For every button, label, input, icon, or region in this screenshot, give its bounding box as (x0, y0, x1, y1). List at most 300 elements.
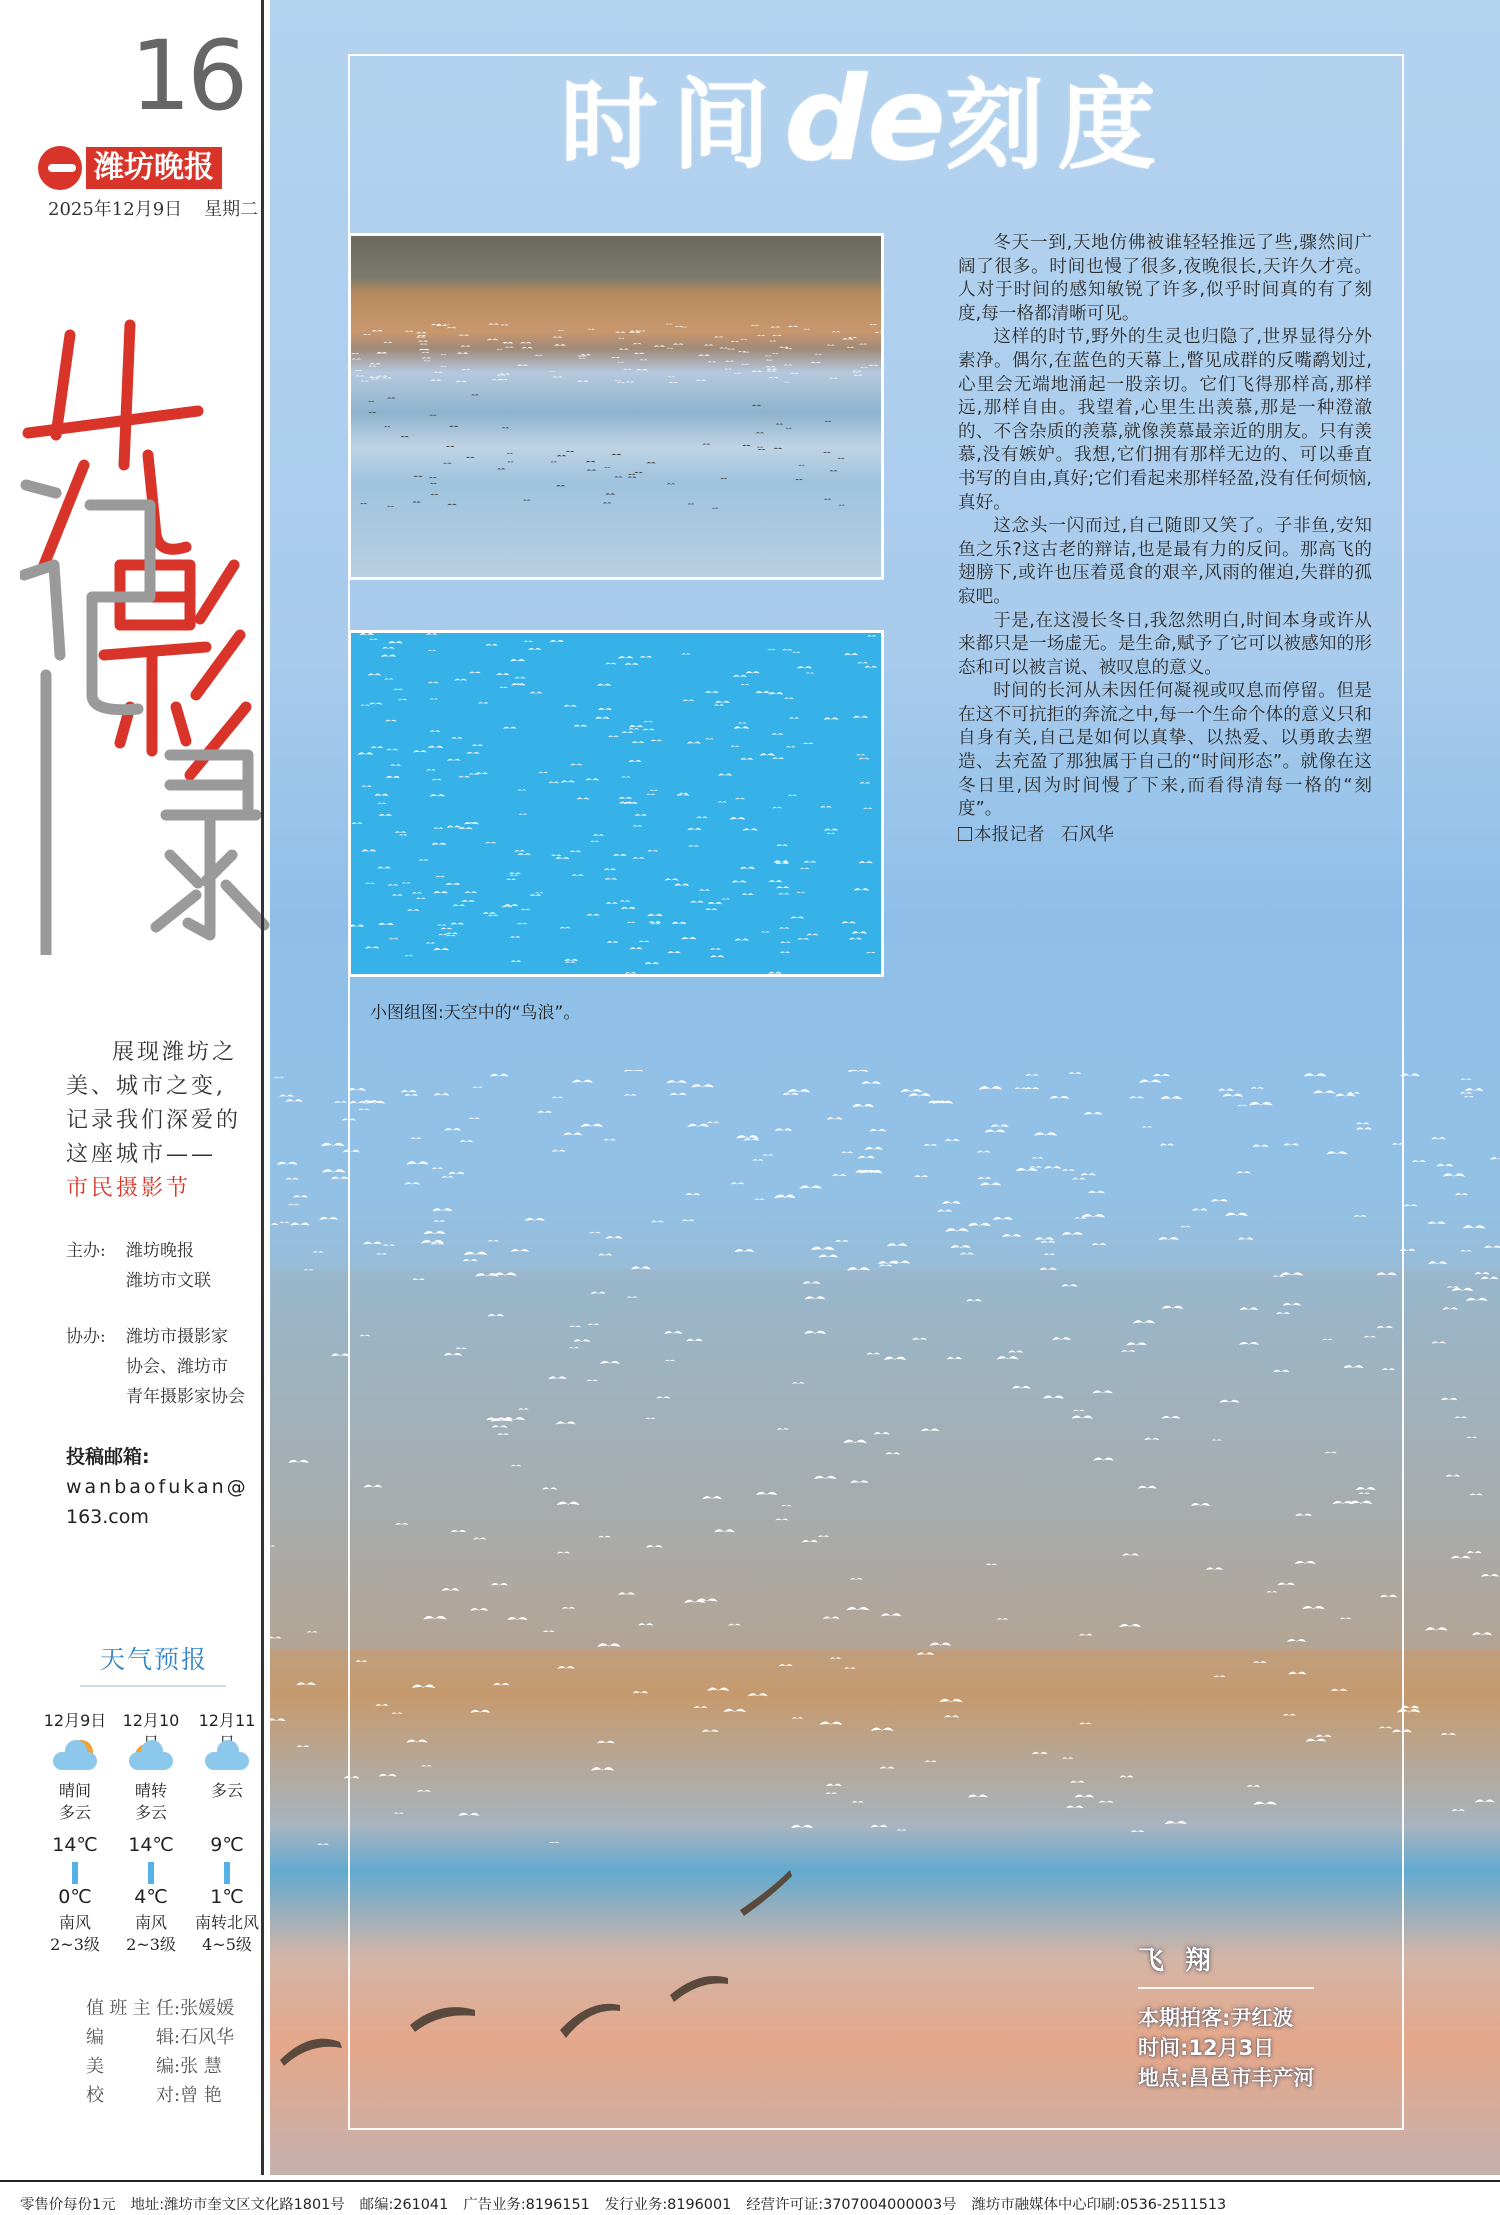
bird-mark (758, 449, 766, 450)
bird-mark (756, 691, 770, 693)
bird-mark (497, 468, 505, 469)
bird-mark (710, 955, 724, 957)
bird-mark (388, 641, 402, 643)
bird-mark (446, 933, 458, 935)
bird-mark (669, 382, 678, 383)
bird-mark (496, 375, 505, 376)
bird-mark (383, 342, 392, 343)
brand-ji-lu-glyphs (24, 485, 264, 955)
bird-mark (605, 878, 617, 880)
bird-mark (395, 831, 407, 833)
bird-mark (643, 729, 655, 731)
bird-mark (866, 952, 875, 953)
intro-line: 这座城市—— (66, 1142, 217, 1167)
bird-mark (371, 378, 379, 379)
bird-mark (521, 347, 532, 349)
bird-mark (639, 941, 649, 943)
bird-mark (486, 644, 498, 646)
submission-info (66, 1442, 249, 1532)
intro-line: 展现潍坊之 (112, 1040, 238, 1065)
bird-mark (869, 365, 879, 366)
bird-mark (702, 443, 710, 444)
bird-mark (681, 937, 696, 939)
bird-mark (507, 461, 513, 462)
bird-mark (784, 382, 790, 383)
bird-mark (775, 862, 788, 864)
bird-mark (698, 354, 710, 356)
bird-mark (620, 900, 630, 902)
page-number: 16 (130, 20, 245, 132)
intro-line: 记录我们深爱的 (66, 1108, 242, 1133)
bird-mark (561, 780, 575, 782)
weather-cond: 多云 (134, 1803, 167, 1822)
bird-mark (550, 640, 564, 642)
bird-mark (715, 701, 730, 703)
bird-mark (279, 1095, 294, 1097)
bird-mark (863, 808, 872, 809)
bird-mark (466, 457, 474, 458)
bird-mark (392, 894, 402, 896)
bird-mark (647, 914, 662, 916)
bird-mark (796, 892, 805, 893)
bird-mark (614, 476, 622, 477)
bird-mark (733, 675, 747, 677)
weather-wind-level: 2~3级 (126, 1935, 176, 1954)
column-divider (261, 0, 264, 2175)
bird-mark (454, 679, 467, 681)
footer-item: 零售价每份1元 (20, 2197, 116, 2213)
bird-mark (622, 731, 634, 733)
bird-mark (597, 684, 611, 686)
weather-date: 12月9日 (43, 1711, 107, 1730)
bird-mark (1403, 1204, 1417, 1206)
bird-mark (797, 666, 812, 668)
bird-mark (705, 691, 719, 693)
bird-mark (646, 462, 655, 463)
bird-mark (428, 650, 437, 651)
bird-mark (852, 372, 858, 373)
bird-mark (274, 1077, 284, 1079)
bird-mark (519, 814, 527, 815)
bird-mark (623, 369, 632, 370)
bird-mark (792, 652, 800, 653)
staff-name: 曾 艳 (180, 2085, 222, 2106)
bird-mark (765, 355, 772, 356)
bird-mark (478, 702, 488, 704)
bird-mark (784, 698, 794, 699)
bird-mark (625, 663, 639, 665)
bird-mark (760, 753, 775, 755)
bird-mark (621, 776, 630, 777)
photo-wetland-birds (348, 233, 884, 580)
photo1-birds (351, 236, 881, 577)
bird-mark (365, 947, 379, 949)
bird-mark (612, 454, 622, 455)
bird-mark (317, 1843, 329, 1845)
weather-date: 12月11 (198, 1711, 256, 1730)
bird-mark (447, 759, 461, 761)
bird-mark (650, 790, 658, 791)
bird-mark (447, 327, 457, 328)
bird-mark (757, 335, 765, 336)
bird-mark (419, 859, 429, 860)
footer-item: 潍坊市融媒体中心印刷:0536-2511513 (971, 2197, 1227, 2213)
weather-low: 1℃ (210, 1886, 244, 1908)
bird-mark (673, 343, 684, 345)
bird-mark (501, 906, 512, 908)
bird-mark (469, 672, 480, 674)
bird-mark (696, 379, 707, 381)
bird-mark (457, 352, 468, 354)
bird-mark (605, 493, 615, 494)
bird-mark (363, 334, 371, 335)
footer-item: 邮编:261041 (359, 2197, 449, 2213)
co-organizers (66, 1322, 262, 1412)
bird-mark (430, 698, 438, 699)
bird-mark (1465, 1088, 1484, 1091)
bird-mark (483, 912, 496, 914)
section-intro (66, 1036, 256, 1206)
bird-mark (738, 722, 746, 723)
bird-mark (772, 335, 782, 336)
bird-mark (740, 758, 753, 760)
bird-mark (767, 649, 775, 650)
bird-mark (444, 324, 450, 325)
article-paragraph: 这念头一闪而过,自己随即又笑了。子非鱼,安知鱼之乐?这古老的辩诘,也是最有力的反问。那高飞的翅膀下,或许也压着觅食的艰辛,风雨的催迫,失群的孤寂吧。 (958, 516, 1372, 607)
bird-mark (638, 330, 645, 331)
feature-photo-area (270, 0, 1500, 2175)
bird-mark (756, 432, 764, 433)
intro-highlight: 市民摄影节 (66, 1176, 192, 1201)
bird-mark (355, 370, 362, 371)
bird-mark (769, 692, 784, 694)
bird-mark (371, 746, 384, 748)
footer-item: 发行业务:8196001 (604, 2197, 732, 2213)
bird-mark (761, 931, 770, 932)
sun-cloud-icon (125, 1738, 177, 1778)
bird-mark (331, 1177, 348, 1180)
bird-mark (447, 826, 461, 828)
bird-mark (355, 375, 364, 376)
bird-mark (413, 750, 426, 752)
cloud-icon (201, 1738, 253, 1778)
bird-mark (550, 461, 556, 462)
title-de: de (784, 52, 946, 187)
bird-mark (382, 377, 392, 378)
bird-mark (776, 844, 787, 846)
bird-mark (690, 901, 704, 903)
bird-mark (426, 769, 435, 770)
bird-mark (535, 355, 543, 356)
bird-mark (676, 794, 689, 796)
bird-mark (556, 857, 570, 859)
weather-cond: 多云 (210, 1781, 243, 1800)
bird-mark (708, 902, 722, 904)
bird-mark (839, 505, 845, 506)
staff-row: 值班主任:张媛媛 (86, 1994, 234, 2023)
bird-mark (640, 359, 648, 360)
bird-mark (420, 343, 428, 344)
bird-mark (829, 377, 838, 378)
bird-mark (859, 758, 870, 760)
bird-mark (720, 347, 728, 348)
bird-mark (432, 779, 442, 781)
bird-mark (321, 1143, 345, 1147)
bird-mark (570, 764, 582, 766)
bird-mark (528, 648, 541, 650)
host-line: 潍坊晚报 (126, 1241, 194, 1261)
bird-mark (360, 503, 367, 504)
bird-mark (405, 330, 414, 331)
bird-mark (277, 1162, 298, 1165)
bird-mark (795, 479, 802, 480)
issue-date (48, 195, 258, 221)
host-label: 主办: (66, 1241, 106, 1261)
bird-mark (646, 794, 655, 795)
newspaper-logo (38, 146, 222, 190)
bird-mark (635, 814, 647, 816)
bird-mark (606, 902, 618, 904)
bird-mark (605, 663, 616, 665)
bird-mark (1475, 1800, 1495, 1803)
bird-mark (832, 331, 840, 332)
bird-mark (361, 849, 376, 851)
bird-mark (413, 476, 423, 477)
bird-mark (731, 341, 739, 342)
bird-mark (530, 692, 543, 694)
bird-mark (426, 942, 435, 943)
bird-mark (398, 699, 407, 700)
bird-mark (1443, 1173, 1466, 1176)
bird-mark (488, 915, 498, 917)
bird-mark (1412, 1160, 1426, 1162)
bird-mark (510, 659, 525, 661)
bird-mark (681, 653, 690, 654)
bird-mark (604, 868, 616, 870)
bird-mark (803, 329, 810, 330)
bird-mark (434, 827, 444, 828)
bird-mark (566, 451, 574, 452)
bird-mark (751, 371, 762, 373)
bird-mark (374, 794, 388, 796)
footer-item: 地址:潍坊市奎文区文化路1801号 (130, 2197, 345, 2213)
bird-mark (440, 354, 446, 355)
bird-mark (580, 354, 591, 356)
weather-date: 12月10 (122, 1711, 180, 1730)
bird-mark (617, 362, 624, 363)
bird-mark (313, 1251, 324, 1253)
bird-mark (389, 938, 398, 939)
feature-article (958, 232, 1372, 847)
weather-wind: 南风 (134, 1913, 167, 1932)
co-line: 青年摄影家协会 (126, 1387, 245, 1407)
bird-mark (1428, 1222, 1446, 1225)
bird-mark (778, 893, 789, 895)
bird-mark (797, 938, 808, 940)
bird-mark (553, 336, 562, 337)
bird-mark (368, 401, 374, 402)
temp-range-bar (72, 1862, 78, 1884)
co-line: 协会、潍坊市 (126, 1357, 228, 1377)
weather-wind-level: 2~3级 (50, 1935, 100, 1954)
bird-mark (352, 822, 363, 824)
bird-mark (362, 786, 372, 788)
bird-mark (402, 882, 411, 883)
bird-mark (548, 782, 559, 784)
bird-mark (722, 898, 730, 899)
bird-mark (570, 850, 582, 852)
bird-mark (732, 881, 747, 883)
bird-mark (632, 857, 644, 859)
bird-mark (619, 797, 632, 799)
bird-mark (644, 721, 653, 722)
bird-mark (393, 689, 402, 690)
bird-mark (619, 348, 629, 349)
bird-mark (782, 649, 792, 651)
bird-mark (800, 868, 809, 869)
bird-mark (718, 801, 727, 802)
staff-role: 编辑 (86, 2027, 174, 2048)
weather-wind: 南风 (58, 1913, 91, 1932)
bird-mark (499, 373, 510, 375)
bird-mark (502, 427, 509, 428)
bird-mark (456, 381, 467, 383)
bird-mark (279, 1222, 289, 1224)
bird-mark (615, 380, 622, 381)
bird-mark (577, 380, 589, 382)
bird-mark (688, 845, 698, 847)
bird-mark (535, 892, 543, 893)
host-line: 潍坊市文联 (126, 1271, 211, 1291)
bird-mark (687, 828, 701, 830)
bird-mark (772, 757, 784, 759)
bird-mark (378, 375, 388, 376)
bird-mark (270, 1223, 278, 1225)
bird-mark (859, 861, 873, 863)
staff-row: 美编:张 慧 (86, 2052, 234, 2081)
bird-mark (628, 474, 635, 475)
bird-mark (433, 948, 449, 950)
bird-mark (772, 353, 778, 354)
bird-mark (811, 362, 821, 364)
bird-mark (360, 380, 368, 381)
bird-mark (467, 752, 480, 754)
bird-mark (574, 725, 587, 727)
bird-mark (727, 349, 735, 350)
bird-mark (288, 1204, 299, 1206)
bird-mark (557, 455, 566, 456)
bird-mark (421, 352, 429, 353)
bird-mark (586, 461, 596, 462)
bird-mark (554, 344, 565, 346)
bird-mark (497, 349, 503, 350)
bird-mark (571, 874, 583, 876)
byline-name: 石风华 (1061, 824, 1114, 845)
bird-mark (630, 947, 643, 949)
bird-mark (875, 332, 881, 333)
staff-row: 校对:曾 艳 (86, 2081, 234, 2110)
bird-mark (740, 339, 747, 340)
bird-mark (428, 682, 439, 684)
weather-day (192, 1710, 262, 1956)
bird-mark (368, 674, 381, 676)
bird-mark (869, 324, 876, 325)
bird-mark (815, 354, 822, 355)
bird-mark (854, 888, 870, 890)
weather-low: 0℃ (58, 1886, 92, 1908)
bird-mark (459, 827, 473, 829)
bird-mark (595, 717, 609, 719)
bird-mark (864, 666, 877, 668)
bird-mark (768, 880, 782, 882)
bird-mark (725, 361, 734, 362)
bird-mark (387, 397, 395, 398)
bird-mark (847, 347, 854, 348)
bird-mark (708, 361, 717, 362)
staff-name: 张 慧 (180, 2056, 222, 2077)
bird-mark (441, 928, 453, 930)
article-paragraph: 冬天一到,天地仿佛被谁轻轻推远了些,骤然间广阔了很多。时间也慢了很多,夜晚很长,天许久才亮。人对于时间的感知敏锐了许多,似乎时间真的有了刻度,每一格都清晰可见。 (958, 233, 1372, 324)
photo-bird-wave-sky (348, 630, 884, 977)
bird-mark (629, 760, 642, 762)
footer-item: 广告业务:8196151 (463, 2197, 590, 2213)
bird-mark (779, 347, 788, 348)
bird-mark (520, 342, 531, 344)
sun-cloud-icon (49, 1738, 101, 1778)
bird-mark (803, 743, 813, 745)
bird-mark (524, 641, 533, 642)
bird-mark (786, 746, 795, 747)
byline-box-icon (958, 827, 972, 841)
photo-credit-time: 时间:12月3日 (1138, 2036, 1275, 2060)
co-line: 潍坊市摄影家 (126, 1327, 228, 1347)
weather-high: 9℃ (210, 1834, 244, 1856)
weather-day (40, 1710, 110, 1956)
bird-mark (665, 878, 679, 880)
bird-mark (1490, 1157, 1500, 1159)
bird-mark (359, 633, 374, 635)
bird-mark (465, 891, 477, 893)
bird-mark (515, 677, 526, 679)
bird-mark (675, 326, 682, 327)
bird-mark (765, 366, 775, 368)
weather-high: 14℃ (128, 1834, 174, 1856)
bird-mark (618, 656, 633, 658)
bird-mark (683, 699, 695, 701)
bird-mark (743, 828, 758, 830)
bird-mark (390, 764, 401, 766)
bird-mark (617, 382, 625, 383)
bird-mark (509, 872, 521, 874)
bird-mark (500, 687, 508, 688)
bird-mark (1455, 1193, 1468, 1195)
bird-mark (613, 854, 626, 856)
bird-mark (501, 324, 509, 325)
bird-mark (791, 917, 805, 919)
bird-mark (799, 465, 805, 466)
staff-role: 美编 (86, 2056, 174, 2077)
bird-mark (386, 749, 398, 751)
bird-mark (804, 861, 817, 863)
bird-mark (523, 500, 530, 501)
bird-mark (790, 373, 799, 374)
bird-mark (618, 338, 624, 339)
bird-mark (705, 908, 717, 910)
bird-mark (858, 662, 868, 664)
bird-mark (752, 405, 761, 406)
bird-mark (422, 357, 431, 358)
bird-mark (734, 373, 741, 374)
